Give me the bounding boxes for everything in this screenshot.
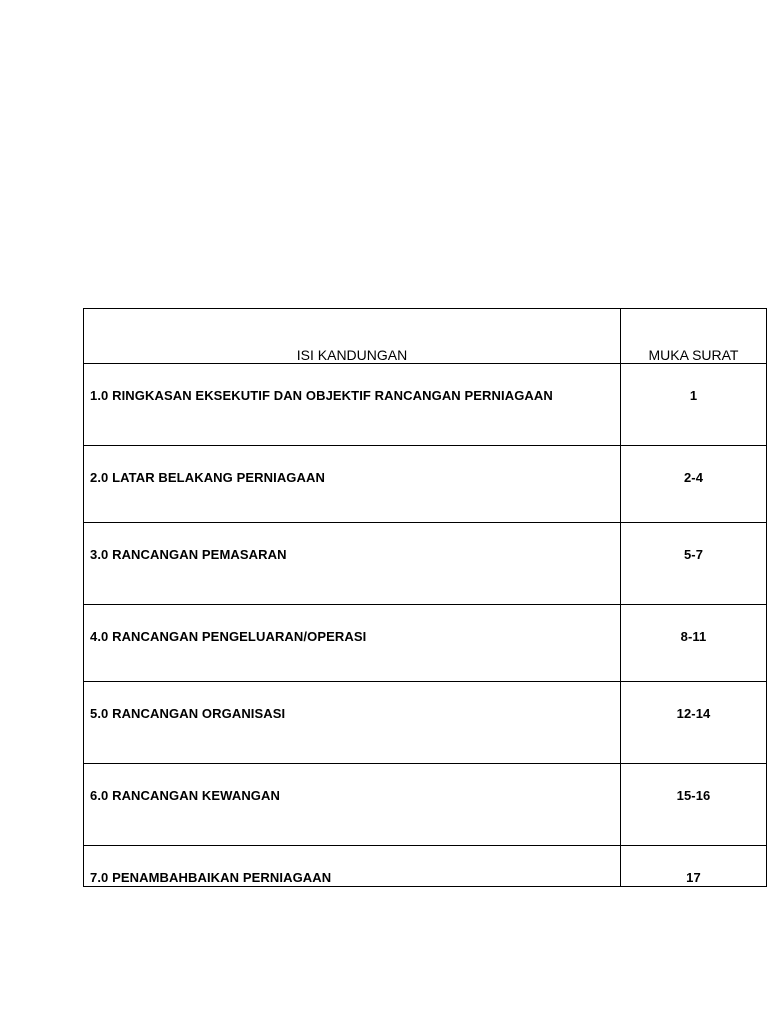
header-page-label: MUKA SURAT <box>648 347 739 363</box>
entry-title: 2.0 LATAR BELAKANG PERNIAGAAN <box>90 470 325 485</box>
entry-page: 2-4 <box>683 470 704 485</box>
entry-page-cell <box>621 364 767 446</box>
entry-page: 15-16 <box>676 788 711 803</box>
entry-page-cell <box>621 446 767 523</box>
entry-title-cell <box>84 446 621 523</box>
entry-page: 5-7 <box>683 547 704 562</box>
entry-title-cell <box>84 846 621 887</box>
entry-title: 7.0 PENAMBAHBAIKAN PERNIAGAAN <box>90 870 332 885</box>
table-row <box>84 846 767 887</box>
table-row <box>84 523 767 605</box>
table-of-contents <box>83 308 767 887</box>
entry-page: 8-11 <box>680 629 707 644</box>
entry-page-cell <box>621 846 767 887</box>
entry-page: 1 <box>689 388 698 403</box>
entry-title-cell <box>84 605 621 682</box>
entry-page: 12-14 <box>676 706 711 721</box>
entry-title-cell <box>84 682 621 764</box>
entry-title: 5.0 RANCANGAN ORGANISASI <box>90 706 286 721</box>
entry-title: 3.0 RANCANGAN PEMASARAN <box>90 547 287 562</box>
entry-page-cell <box>621 605 767 682</box>
entry-page-cell <box>621 764 767 846</box>
entry-title-cell <box>84 364 621 446</box>
entry-page-cell <box>621 682 767 764</box>
header-page-cell <box>621 309 767 364</box>
toc-header-row <box>84 309 767 364</box>
entry-title: 4.0 RANCANGAN PENGELUARAN/OPERASI <box>90 629 367 644</box>
entry-page-cell <box>621 523 767 605</box>
table-row <box>84 605 767 682</box>
entry-title: 1.0 RINGKASAN EKSEKUTIF DAN OBJEKTIF RANCANGAN PERNIAGAAN <box>90 388 553 403</box>
entry-title-cell <box>84 764 621 846</box>
table-row <box>84 364 767 446</box>
table-row <box>84 764 767 846</box>
table-row <box>84 682 767 764</box>
entry-title: 6.0 RANCANGAN KEWANGAN <box>90 788 280 803</box>
table-row <box>84 446 767 523</box>
header-content-label: ISI KANDUNGAN <box>296 347 408 363</box>
entry-title-cell <box>84 523 621 605</box>
header-content-cell <box>84 309 621 364</box>
entry-page: 17 <box>686 870 701 885</box>
